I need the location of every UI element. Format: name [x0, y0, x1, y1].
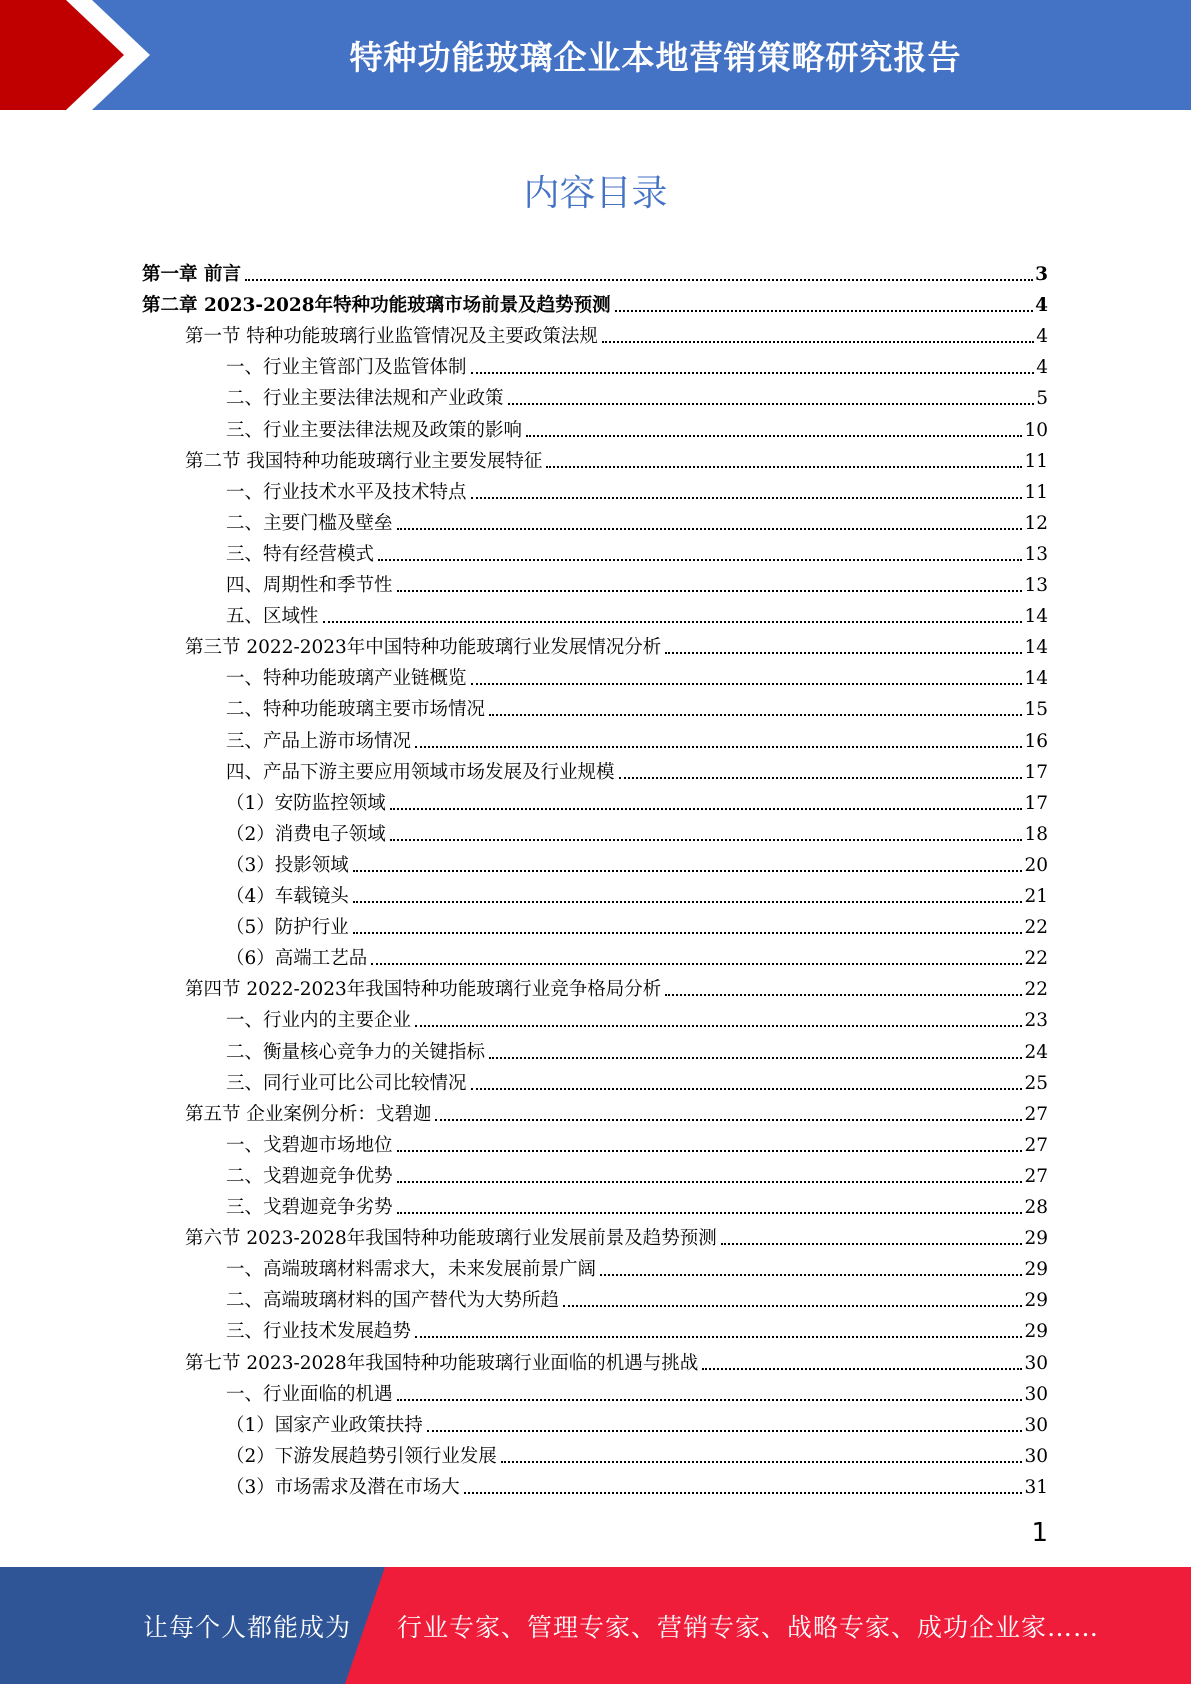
toc-entry[interactable]: [226, 1281, 1048, 1312]
toc-entry[interactable]: [226, 815, 1048, 846]
toc-entry-title: （3）市场需求及潜在市场大: [226, 1476, 460, 1498]
toc-dot-leader: [489, 714, 1022, 716]
toc-dot-leader: [471, 1088, 1023, 1090]
toc-entry-title: （6）高端工艺品: [226, 948, 368, 970]
toc-dot-leader: [665, 994, 1022, 996]
toc-entry-title: 第一章 前言: [142, 264, 241, 285]
toc-entry-title: 第七节 2023-2028年我国特种功能玻璃行业面临的机遇与挑战: [185, 1352, 699, 1374]
toc-entry-title: 二、高端玻璃材料的国产替代为大势所趋: [226, 1290, 560, 1312]
toc-entry[interactable]: [226, 1033, 1048, 1064]
footer-slogan-left: 让每个人都能成为: [143, 1612, 352, 1642]
toc-entry-title: 第二章 2023-2028年特种功能玻璃市场前景及趋势预测: [142, 295, 611, 317]
toc-entry-page: 4: [1035, 295, 1048, 317]
toc-dot-leader: [563, 1305, 1022, 1307]
toc-entry-page: 30: [1024, 1445, 1048, 1467]
toc-dot-leader: [546, 466, 1022, 468]
toc-entry[interactable]: [226, 722, 1048, 753]
toc-entry[interactable]: [226, 473, 1048, 504]
toc-entry-title: 五、区域性: [226, 606, 319, 628]
toc-entry-page: 14: [1024, 606, 1048, 628]
toc-entry-page: 29: [1024, 1259, 1048, 1281]
toc-entry-page: 28: [1024, 1197, 1048, 1218]
toc-entry-title: 第四节 2022-2023年我国特种功能玻璃行业竞争格局分析: [185, 979, 662, 1001]
footer-banner: [0, 1567, 1191, 1684]
toc-dot-leader: [471, 372, 1035, 374]
toc-entry-page: 13: [1024, 575, 1048, 596]
toc-entry[interactable]: [226, 1126, 1048, 1157]
toc-entry-title: （4）车载镜头: [226, 886, 349, 907]
toc-dot-leader: [702, 1368, 1022, 1370]
toc-entry-title: 三、行业主要法律法规及政策的影响: [226, 419, 523, 441]
toc-dot-leader: [397, 1212, 1023, 1214]
footer-slogan-right: 行业专家、管理专家、营销专家、战略专家、成功企业家……: [397, 1612, 1100, 1642]
toc-entry-title: 三、行业技术发展趋势: [226, 1321, 412, 1343]
toc-entry[interactable]: [226, 597, 1048, 628]
toc-dot-leader: [397, 1399, 1023, 1401]
toc-entry[interactable]: [226, 1001, 1048, 1032]
toc-entry-title: 一、行业内的主要企业: [226, 1010, 412, 1032]
toc-entry-page: 3: [1035, 264, 1048, 285]
toc-entry-title: 一、特种功能玻璃产业链概览: [226, 668, 467, 690]
toc-entry-page: 25: [1024, 1072, 1048, 1094]
toc-dot-leader: [721, 1243, 1023, 1245]
toc-entry-page: 30: [1024, 1383, 1048, 1405]
toc-entry-title: 第六节 2023-2028年我国特种功能玻璃行业发展前景及趋势预测: [185, 1228, 717, 1250]
toc-entry[interactable]: [185, 970, 1048, 1001]
toc-dot-leader: [390, 839, 1023, 841]
toc-dot-leader: [245, 279, 1033, 281]
toc-entry-page: 29: [1024, 1290, 1048, 1312]
toc-dot-leader: [323, 621, 1023, 623]
report-title: 特种功能玻璃企业本地营销策略研究报告: [349, 37, 962, 77]
toc-entry-title: 第二节 我国特种功能玻璃行业主要发展特征: [185, 450, 543, 472]
toc-entry[interactable]: [226, 1375, 1048, 1406]
toc-dot-leader: [353, 932, 1023, 934]
toc-entry-page: 13: [1024, 543, 1048, 565]
toc-entry[interactable]: [226, 379, 1048, 410]
toc-dot-leader: [602, 341, 1034, 343]
toc-entry-title: 三、特有经营模式: [226, 543, 375, 565]
toc-entry-title: 一、行业技术水平及技术特点: [226, 481, 467, 503]
toc-entry[interactable]: [226, 659, 1048, 690]
toc-entry-page: 22: [1024, 917, 1048, 939]
toc-entry[interactable]: [226, 348, 1048, 379]
toc-dot-leader: [526, 435, 1022, 437]
toc-entry-page: 14: [1024, 637, 1048, 659]
toc-entry[interactable]: [185, 317, 1048, 348]
toc-entry[interactable]: [226, 535, 1048, 566]
toc-entry[interactable]: [226, 939, 1048, 970]
toc-entry-page: 11: [1024, 481, 1048, 503]
toc-dot-leader: [378, 559, 1022, 561]
toc-entry-title: （2）下游发展趋势引领行业发展: [226, 1445, 497, 1467]
toc-entry[interactable]: [226, 877, 1048, 908]
toc-entry[interactable]: [226, 784, 1048, 815]
toc-entry[interactable]: [142, 286, 1048, 317]
toc-dot-leader: [371, 963, 1022, 965]
toc-dot-leader: [615, 310, 1034, 312]
toc-entry-page: 29: [1024, 1321, 1048, 1343]
toc-entry[interactable]: [226, 908, 1048, 939]
toc-entry-page: 27: [1024, 1165, 1048, 1187]
toc-entry-page: 29: [1024, 1228, 1048, 1250]
toc-entry-title: 一、行业主管部门及监管体制: [226, 357, 467, 379]
toc-entry-page: 5: [1036, 388, 1048, 410]
toc-entry-page: 17: [1024, 792, 1048, 814]
toc-entry-title: （3）投影领域: [226, 854, 349, 876]
toc-dot-leader: [397, 1181, 1023, 1183]
toc-entry-page: 27: [1024, 1134, 1048, 1156]
toc-entry-title: 三、戈碧迦竞争劣势: [226, 1197, 393, 1218]
toc-entry-page: 4: [1036, 326, 1048, 348]
toc-entry[interactable]: [226, 1468, 1048, 1499]
toc-entry-page: 22: [1024, 979, 1048, 1001]
toc-entry[interactable]: [226, 1312, 1048, 1343]
toc-entry-page: 27: [1024, 1103, 1048, 1125]
toc-dot-leader: [415, 1336, 1022, 1338]
toc-entry[interactable]: [226, 566, 1048, 597]
toc-entry[interactable]: [226, 846, 1048, 877]
toc-dot-leader: [464, 1492, 1023, 1494]
toc-entry[interactable]: [185, 1095, 1048, 1126]
toc-dot-leader: [435, 1119, 1022, 1121]
toc-dot-leader: [665, 652, 1022, 654]
toc-entry-page: 14: [1024, 668, 1048, 690]
toc-dot-leader: [471, 683, 1023, 685]
toc-entry-title: 第三节 2022-2023年中国特种功能玻璃行业发展情况分析: [185, 637, 662, 659]
toc-entry[interactable]: [226, 1157, 1048, 1188]
toc-entry-title: 第五节 企业案例分析：戈碧迦: [185, 1103, 432, 1125]
toc-entry-title: 二、主要门槛及壁垒: [226, 512, 393, 534]
toc-dot-leader: [508, 403, 1035, 405]
toc-entry-page: 20: [1024, 854, 1048, 876]
toc-dot-leader: [489, 1057, 1022, 1059]
toc-entry-title: 三、产品上游市场情况: [226, 730, 412, 752]
toc-dot-leader: [415, 746, 1022, 748]
toc-entry-page: 22: [1024, 948, 1048, 970]
toc-dot-leader: [353, 870, 1023, 872]
toc-entry-page: 18: [1024, 823, 1048, 845]
toc-dot-leader: [600, 1274, 1022, 1276]
toc-entry-title: 四、周期性和季节性: [226, 575, 393, 596]
toc-entry-page: 24: [1024, 1041, 1048, 1063]
toc-entry[interactable]: [185, 1344, 1048, 1375]
toc-entry-title: 二、衡量核心竞争力的关键指标: [226, 1041, 486, 1063]
toc-dot-leader: [397, 1150, 1023, 1152]
toc-entry-title: 一、行业面临的机遇: [226, 1383, 393, 1405]
toc-dot-leader: [471, 497, 1023, 499]
toc-entry-page: 12: [1024, 512, 1048, 534]
toc-entry-page: 11: [1024, 450, 1048, 472]
toc-entry-page: 17: [1024, 761, 1048, 783]
toc-entry-title: 二、特种功能玻璃主要市场情况: [226, 699, 486, 721]
toc-entry-title: 四、产品下游主要应用领域市场发展及行业规模: [226, 761, 615, 783]
toc-entry[interactable]: [185, 628, 1048, 659]
toc-entry-page: 21: [1024, 886, 1048, 907]
toc-entry[interactable]: [226, 753, 1048, 784]
toc-title: 内容目录: [523, 173, 668, 214]
toc-entry[interactable]: [226, 1250, 1048, 1281]
toc-entry-title: 一、高端玻璃材料需求大，未来发展前景广阔: [226, 1259, 597, 1281]
toc-entry[interactable]: [226, 1437, 1048, 1468]
toc-dot-leader: [427, 1430, 1023, 1432]
toc-entry-page: 16: [1024, 730, 1048, 752]
toc-entry[interactable]: [226, 690, 1048, 721]
toc-entry-title: （2）消费电子领域: [226, 823, 386, 845]
page-number: 1: [1031, 1518, 1048, 1548]
toc-dot-leader: [619, 777, 1023, 779]
toc-entry[interactable]: [142, 255, 1048, 286]
toc-entry-title: 第一节 特种功能玻璃行业监管情况及主要政策法规: [185, 326, 598, 348]
toc-entry-page: 10: [1024, 419, 1048, 441]
toc-entry[interactable]: [226, 1064, 1048, 1095]
toc-entry[interactable]: [226, 504, 1048, 535]
toc-entry-title: （1）国家产业政策扶持: [226, 1414, 423, 1436]
toc-entry[interactable]: [226, 411, 1048, 442]
toc-entry-page: 4: [1036, 357, 1048, 379]
toc-entry-page: 30: [1024, 1352, 1048, 1374]
toc-entry-title: 二、戈碧迦竞争优势: [226, 1165, 393, 1187]
toc-entry-title: 一、戈碧迦市场地位: [226, 1134, 393, 1156]
toc-entry[interactable]: [185, 442, 1048, 473]
toc-entry-page: 23: [1024, 1010, 1048, 1032]
report-header: [0, 0, 1191, 110]
toc-entry[interactable]: [226, 1188, 1048, 1219]
toc-entry-title: （1）安防监控领域: [226, 792, 386, 814]
toc-entry-title: 三、同行业可比公司比较情况: [226, 1072, 467, 1094]
toc-entry[interactable]: [185, 1219, 1048, 1250]
toc-entry[interactable]: [226, 1406, 1048, 1437]
toc-entry-page: 30: [1024, 1414, 1048, 1436]
toc-dot-leader: [501, 1461, 1023, 1463]
toc-entry-title: 二、行业主要法律法规和产业政策: [226, 388, 504, 410]
toc-dot-leader: [353, 901, 1023, 903]
toc-entry-page: 15: [1024, 699, 1048, 721]
toc-entry-page: 31: [1024, 1476, 1048, 1498]
toc-entry-title: （5）防护行业: [226, 917, 349, 939]
toc-dot-leader: [397, 528, 1023, 530]
toc-dot-leader: [415, 1025, 1022, 1027]
toc-dot-leader: [397, 590, 1023, 592]
toc-dot-leader: [390, 808, 1023, 810]
